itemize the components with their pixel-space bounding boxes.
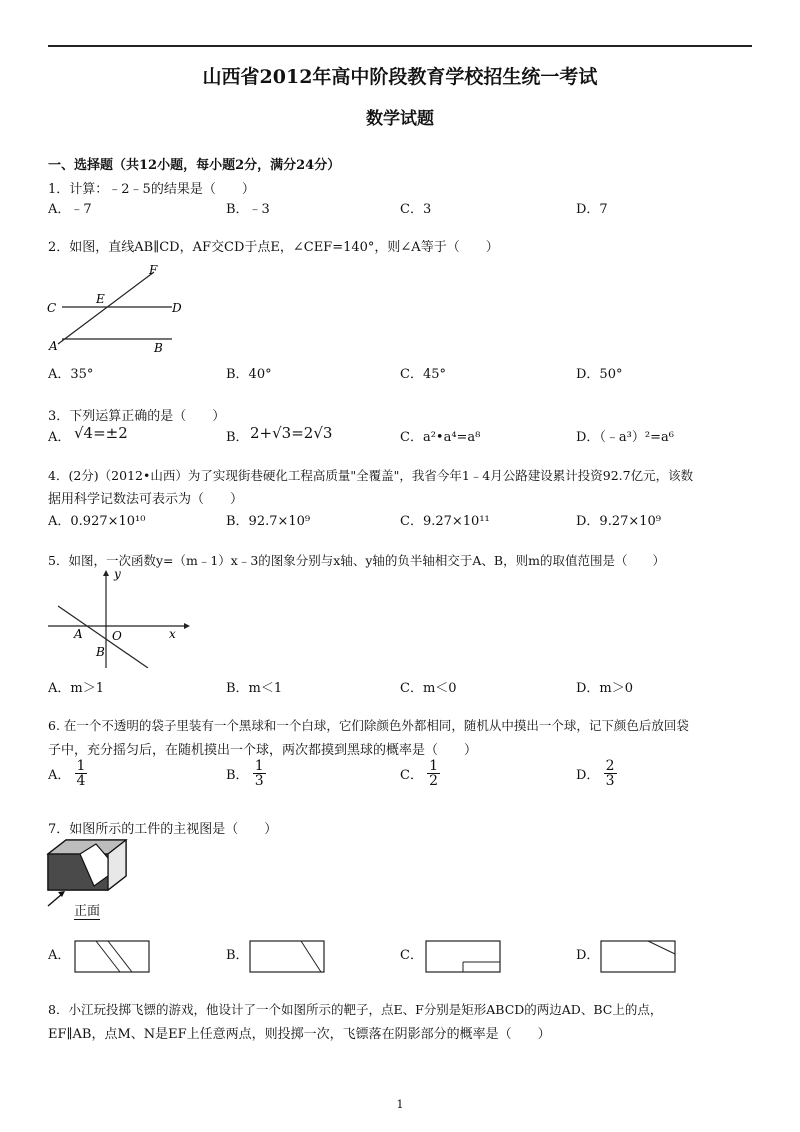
q6-option-d-label: D． <box>576 768 600 783</box>
top-rule <box>48 45 752 47</box>
q7-option-b-label: B． <box>226 948 249 963</box>
q5-option-b: B．m＜1 <box>226 681 283 696</box>
q7-option-a-view <box>74 940 152 974</box>
q7-option-c-view <box>425 940 503 974</box>
q2-figure <box>44 262 194 354</box>
q2-label-b: B <box>154 341 163 354</box>
q6-option-a-fraction: $\frac{1}{4}$ <box>76 758 86 789</box>
q5-label-o: O <box>112 629 122 643</box>
q7-workpiece-figure <box>44 836 134 908</box>
page-title: 山西省2012年高中阶段教育学校招生统一考试 <box>202 66 598 88</box>
q3-option-a-label: A． <box>48 430 71 445</box>
question-2: 2．如图，直线AB∥CD，AF交CD于点E，∠CEF=140°，则∠A等于（ ） <box>48 240 499 255</box>
q6-option-b-fraction: $\frac{1}{3}$ <box>254 758 264 789</box>
q3-option-c: C．a²•a⁴=a⁸ <box>400 430 481 445</box>
q6-option-a <box>48 759 87 788</box>
question-3: 3．下列运算正确的是（ ） <box>48 409 226 424</box>
question-6-line2: 子中，充分摇匀后，在随机摸出一个球，两次都摸到黑球的概率是（ ） <box>48 743 478 758</box>
q5-label-b: B <box>96 645 105 659</box>
q5-option-c: C．m＜0 <box>400 681 457 696</box>
q7-front-label: 正面 <box>74 904 101 919</box>
q5-figure <box>44 568 194 668</box>
q6-option-c-fraction: $\frac{1}{2}$ <box>429 758 439 789</box>
q3-option-a-expr: √4=±2 <box>74 424 128 442</box>
q7-option-a-label: A． <box>48 948 71 963</box>
q2-label-d: D <box>172 301 182 315</box>
q4-option-a: A．0.927×10¹⁰ <box>48 514 146 529</box>
q4-option-b: B．92.7×10⁹ <box>226 514 311 529</box>
q1-option-c: C．3 <box>400 202 432 217</box>
q3-option-b-label: B． <box>226 430 249 445</box>
q6-option-b <box>226 759 266 788</box>
q7-option-d-view <box>600 940 678 974</box>
q5-option-a: A．m＞1 <box>48 681 104 696</box>
q6-option-a-label: A． <box>48 768 71 783</box>
q1-option-b: B．﹣3 <box>226 202 270 217</box>
question-7: 7．如图所示的工件的主视图是（ ） <box>48 822 278 837</box>
q6-option-c-label: C． <box>400 768 423 783</box>
q2-label-e: E <box>96 292 105 306</box>
q2-label-f: F <box>149 263 158 277</box>
question-4-line1: 4．(2分)（2012•山西）为了实现街巷硬化工程高质量"全覆盖"，我省今年1﹣4月公路建设累计投资92.7亿元，该数 <box>48 468 694 483</box>
q2-label-c: C <box>47 301 57 315</box>
q6-option-d <box>576 759 617 788</box>
q7-option-c-label: C． <box>400 948 423 963</box>
q2-option-d: D．50° <box>576 367 623 382</box>
q6-option-d-fraction: $\frac{2}{3}$ <box>605 758 615 789</box>
q5-option-d: D．m＞0 <box>576 681 634 696</box>
question-8-line2: EF∥AB，点M、N是EF上任意两点，则投掷一次，飞镖落在阴影部分的概率是（ ） <box>48 1027 551 1042</box>
q2-label-a: A <box>49 339 58 353</box>
q3-option-b-expr: 2+√3=2√3 <box>250 424 333 442</box>
q4-option-d: D．9.27×10⁹ <box>576 514 662 529</box>
question-5: 5．如图，一次函数y=（m﹣1）x﹣3的图象分别与x轴、y轴的负半轴相交于A、B，则m的取值范围是（ ） <box>48 553 665 568</box>
page-number: 1 <box>396 1098 404 1111</box>
q5-label-x: x <box>169 627 176 641</box>
q5-label-y: y <box>114 568 121 581</box>
q6-option-b-label: B． <box>226 768 249 783</box>
q4-option-c: C．9.27×10¹¹ <box>400 514 490 529</box>
page-subtitle: 数学试题 <box>366 109 434 129</box>
q2-option-b: B．40° <box>226 367 272 382</box>
q5-label-a: A <box>74 627 83 641</box>
q7-option-d-label: D． <box>576 948 600 963</box>
q2-option-c: C．45° <box>400 367 446 382</box>
q6-option-c <box>400 759 440 788</box>
q7-option-b-view <box>249 940 327 974</box>
q1-option-a: A．﹣7 <box>48 202 92 217</box>
q3-option-d: D．（﹣a³）²=a⁶ <box>576 430 674 445</box>
question-6-line1: 6. 在一个不透明的袋子里装有一个黑球和一个白球，它们除颜色外都相同，随机从中摸出一个球，记下颜色后放回袋 <box>48 718 689 733</box>
question-1: 1．计算：﹣2﹣5的结果是（ ） <box>48 182 255 197</box>
question-8-line1: 8．小江玩投掷飞镖的游戏，他设计了一个如图所示的靶子，点E、F分别是矩形ABCD的两边AD、BC上的点， <box>48 1002 663 1017</box>
q1-option-d: D．7 <box>576 202 608 217</box>
question-4-line2: 据用科学记数法可表示为（ ） <box>48 492 244 507</box>
section-heading: 一、选择题（共12小题，每小题2分，满分24分） <box>48 158 341 173</box>
q2-option-a: A．35° <box>48 367 94 382</box>
